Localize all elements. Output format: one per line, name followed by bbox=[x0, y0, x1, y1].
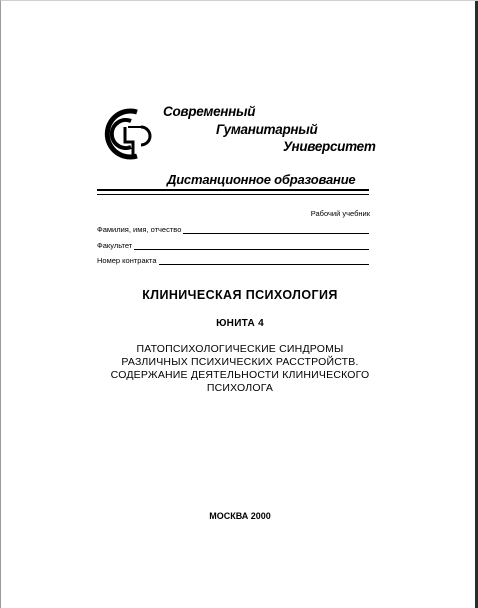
unit-number: ЮНИТА 4 bbox=[216, 318, 264, 329]
divider-thick bbox=[97, 189, 369, 191]
contract-field-label: Номер контракта bbox=[97, 256, 157, 265]
subtitle-line: РАЗЛИЧНЫХ ПСИХИЧЕСКИХ РАССТРОЙСТВ. bbox=[121, 356, 359, 368]
faculty-field bbox=[97, 241, 369, 250]
divider-thin bbox=[97, 194, 369, 195]
name-field-label: Фамилия, имя, отчество bbox=[97, 225, 182, 234]
unit-subtitle bbox=[1, 343, 478, 395]
name-field-line bbox=[183, 225, 369, 234]
faculty-field-line bbox=[134, 241, 369, 250]
contract-field-line bbox=[159, 256, 369, 265]
logo-text-line-1: Современный bbox=[163, 104, 256, 119]
course-title: КЛИНИЧЕСКАЯ ПСИХОЛОГИЯ bbox=[142, 288, 338, 302]
subtitle-line: СОДЕРЖАНИЕ ДЕЯТЕЛЬНОСТИ КЛИНИЧЕСКОГО bbox=[110, 369, 370, 381]
distance-education-label: Дистанционное образование bbox=[167, 172, 356, 187]
subtitle-line: ПСИХОЛОГА bbox=[206, 382, 274, 394]
university-monogram-icon bbox=[97, 105, 155, 163]
logo-text-line-2: Гуманитарный bbox=[216, 122, 318, 137]
contract-field bbox=[97, 256, 369, 265]
city-year: МОСКВА 2000 bbox=[209, 511, 271, 521]
logo-text-line-3: Университет bbox=[283, 139, 376, 154]
faculty-field-label: Факультет bbox=[97, 241, 133, 250]
name-field bbox=[97, 225, 369, 234]
workbook-label: Рабочий учебник bbox=[310, 209, 370, 218]
subtitle-line: ПАТОПСИХОЛОГИЧЕСКИЕ СИНДРОМЫ bbox=[136, 343, 344, 355]
